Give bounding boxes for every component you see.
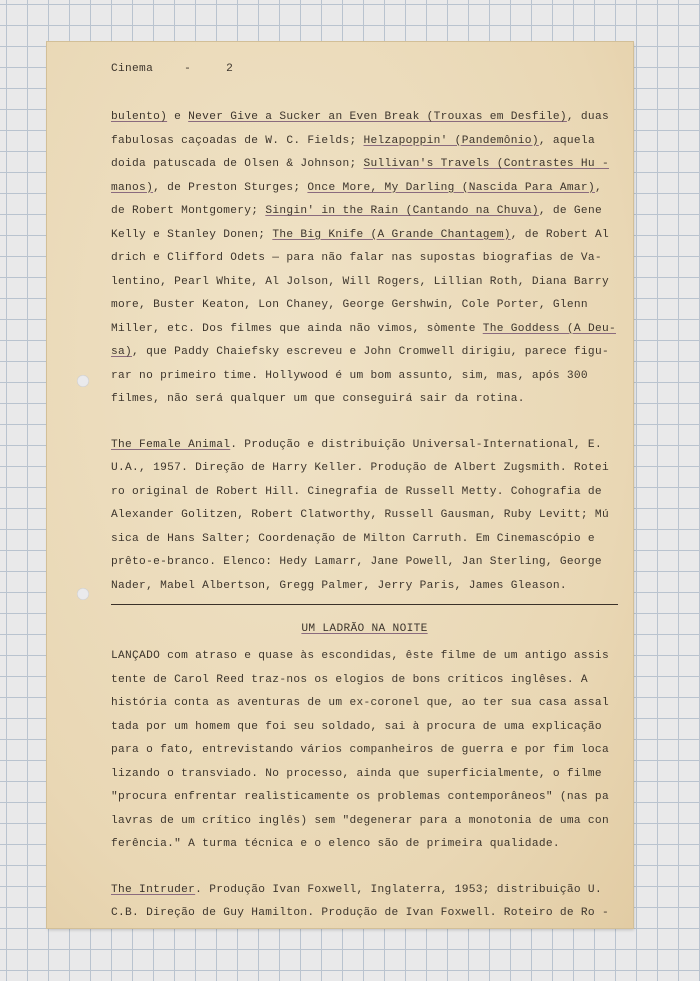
text-line — [111, 810, 618, 834]
text-segment: , de Preston Sturges; — [153, 181, 308, 194]
text-segment: sica de Hans Salter; Coordenação de Milton Carruth. Em Cinemascópio e — [111, 532, 595, 545]
text-line — [111, 341, 618, 365]
text-line — [111, 130, 618, 154]
text-line — [111, 434, 618, 458]
section-divider — [111, 604, 618, 605]
film-title: The Female Animal — [111, 438, 231, 451]
text-line — [111, 763, 618, 787]
text-segment: ro original de Robert Hill. Cinegrafia de Russell Metty. Cohografia de — [111, 485, 602, 498]
film-title: Once More, My Darling (Nascida Para Amar) — [307, 181, 595, 194]
film-title: Helzapoppin' (Pandemônio) — [363, 134, 539, 147]
header-dash: - — [184, 63, 192, 75]
text-segment: e — [167, 111, 189, 123]
text-segment: , duas — [566, 111, 609, 123]
text-segment: U.A., 1957. Direção de Harry Keller. Produção de Albert Zugsmith. Rotei — [111, 462, 609, 474]
text-segment: tente de Carol Reed traz-nos os elogios de bons críticos inglêses. A — [111, 673, 588, 686]
text-line — [111, 106, 618, 130]
text-segment: Nader, Mabel Albertson, Gregg Palmer, Jerry Paris, James Gleason. — [111, 579, 567, 592]
film-title: sa) — [111, 346, 133, 358]
text-segment: rar no primeiro time. Hollywood é um bom assunto, sim, mas, após 300 — [111, 369, 588, 382]
text-line — [111, 504, 618, 528]
text-segment: , de Robert Al — [510, 228, 609, 241]
punch-hole — [77, 375, 89, 387]
text-line — [111, 575, 618, 599]
text-line — [111, 318, 618, 342]
text-line — [111, 551, 618, 575]
text-segment: ferência." A turma técnica e o elenco são de primeira qualidade. — [111, 838, 560, 850]
text-line — [111, 224, 618, 248]
text-line — [111, 365, 618, 389]
film-title: Singin' in the Rain (Cantando na Chuva) — [265, 205, 539, 217]
text-segment: história conta as aventuras de um ex-coronel que, ao ter sua casa assal — [111, 697, 609, 709]
typewritten-page — [47, 42, 633, 928]
text-line — [111, 200, 618, 224]
film-title: Sullivan's Travels (Contrastes Hu - — [363, 158, 609, 170]
text-segment: tada por um homem que foi seu soldado, sai à procura de uma explicação — [111, 720, 602, 733]
article-heading-text: UM LADRÃO NA NOITE — [301, 623, 428, 635]
text-segment: drich e Clifford Odets — para não falar nas supostas biografias de Va- — [111, 252, 602, 264]
text-line — [111, 716, 618, 740]
film-title: The Intruder — [111, 883, 196, 896]
text-line — [111, 271, 618, 295]
punch-hole — [77, 588, 89, 600]
article-heading — [111, 613, 618, 645]
film-title: Never Give a Sucker an Even Break (Trouxas em Desfile) — [188, 111, 567, 123]
text-line — [111, 153, 618, 177]
paragraph-film-list — [111, 106, 618, 412]
text-segment: LANÇADO com atraso e quase às escondidas, êste filme de um antigo assis — [111, 650, 609, 662]
text-line — [111, 833, 618, 857]
text-segment: , — [594, 181, 602, 194]
film-title: bulento) — [111, 111, 168, 123]
paragraph-female-animal-credits — [111, 434, 618, 599]
text-line — [111, 388, 618, 412]
text-segment: . Produção Ivan Foxwell, Inglaterra, 1953; distribuição U. — [195, 883, 602, 896]
film-title: The Big Knife (A Grande Chantagem) — [272, 228, 511, 241]
page-number: 2 — [226, 63, 234, 75]
paragraph-ladrao-review — [111, 645, 618, 857]
film-title: manos) — [111, 181, 154, 194]
text-segment: "procura enfrentar realìsticamente os problemas contemporâneos" (nas pa — [111, 791, 609, 803]
text-segment: prêto-e-branco. Elenco: Hedy Lamarr, Jane Powell, Jan Sterling, George — [111, 556, 602, 568]
text-segment: Alexander Golitzen, Robert Clatworthy, Russell Gausman, Ruby Levitt; Mú — [111, 509, 609, 521]
text-segment: lentino, Pearl White, Al Jolson, Will Rogers, Lillian Roth, Diana Barry — [111, 275, 609, 288]
text-line — [111, 294, 618, 318]
text-segment: Miller, etc. Dos filmes que ainda não vimos, sòmente — [111, 322, 483, 335]
text-line — [111, 177, 618, 201]
text-line — [111, 669, 618, 693]
section-name: Cinema — [111, 63, 154, 75]
text-segment: more, Buster Keaton, Lon Chaney, George Gershwin, Cole Porter, Glenn — [111, 299, 588, 311]
text-segment: fabulosas caçoadas de W. C. Fields; — [111, 134, 364, 147]
text-segment: filmes, não será qualquer um que conseguirá sair da rotina. — [111, 393, 525, 405]
text-line — [111, 786, 618, 810]
text-segment: , aquela — [538, 134, 595, 147]
text-segment: C.B. Direção de Guy Hamilton. Produção de Ivan Foxwell. Roteiro de Ro - — [111, 907, 609, 919]
text-segment: lizando o transviado. No processo, ainda que superficialmente, o filme — [111, 767, 602, 780]
text-segment: para o fato, entrevistando vários companheiros de guerra e por fim loca — [111, 744, 609, 756]
text-line — [111, 481, 618, 505]
text-segment: . Produção e distribuição Universal-International, E. — [230, 438, 602, 451]
text-segment: , de Gene — [538, 205, 602, 217]
text-line — [111, 457, 618, 481]
text-line — [111, 692, 618, 716]
text-segment: doida patuscada de Olsen & Johnson; — [111, 158, 364, 170]
text-line — [111, 902, 618, 926]
text-line — [111, 739, 618, 763]
text-segment: de Robert Montgomery; — [111, 205, 266, 217]
text-line — [111, 247, 618, 271]
text-segment: lavras de um crítico inglês) sem "degenerar para a monotonia de uma con — [111, 814, 609, 827]
page-content — [111, 58, 618, 926]
text-line — [111, 879, 618, 903]
film-title: The Goddess (A Deu- — [482, 322, 616, 335]
text-line — [111, 645, 618, 669]
text-segment: , que Paddy Chaiefsky escreveu e John Cromwell dirigiu, parece figu- — [132, 346, 609, 358]
paragraph-intruder-credits — [111, 879, 618, 926]
text-segment: Kelly e Stanley Donen; — [111, 228, 273, 241]
page-header — [111, 58, 618, 80]
text-line — [111, 528, 618, 552]
